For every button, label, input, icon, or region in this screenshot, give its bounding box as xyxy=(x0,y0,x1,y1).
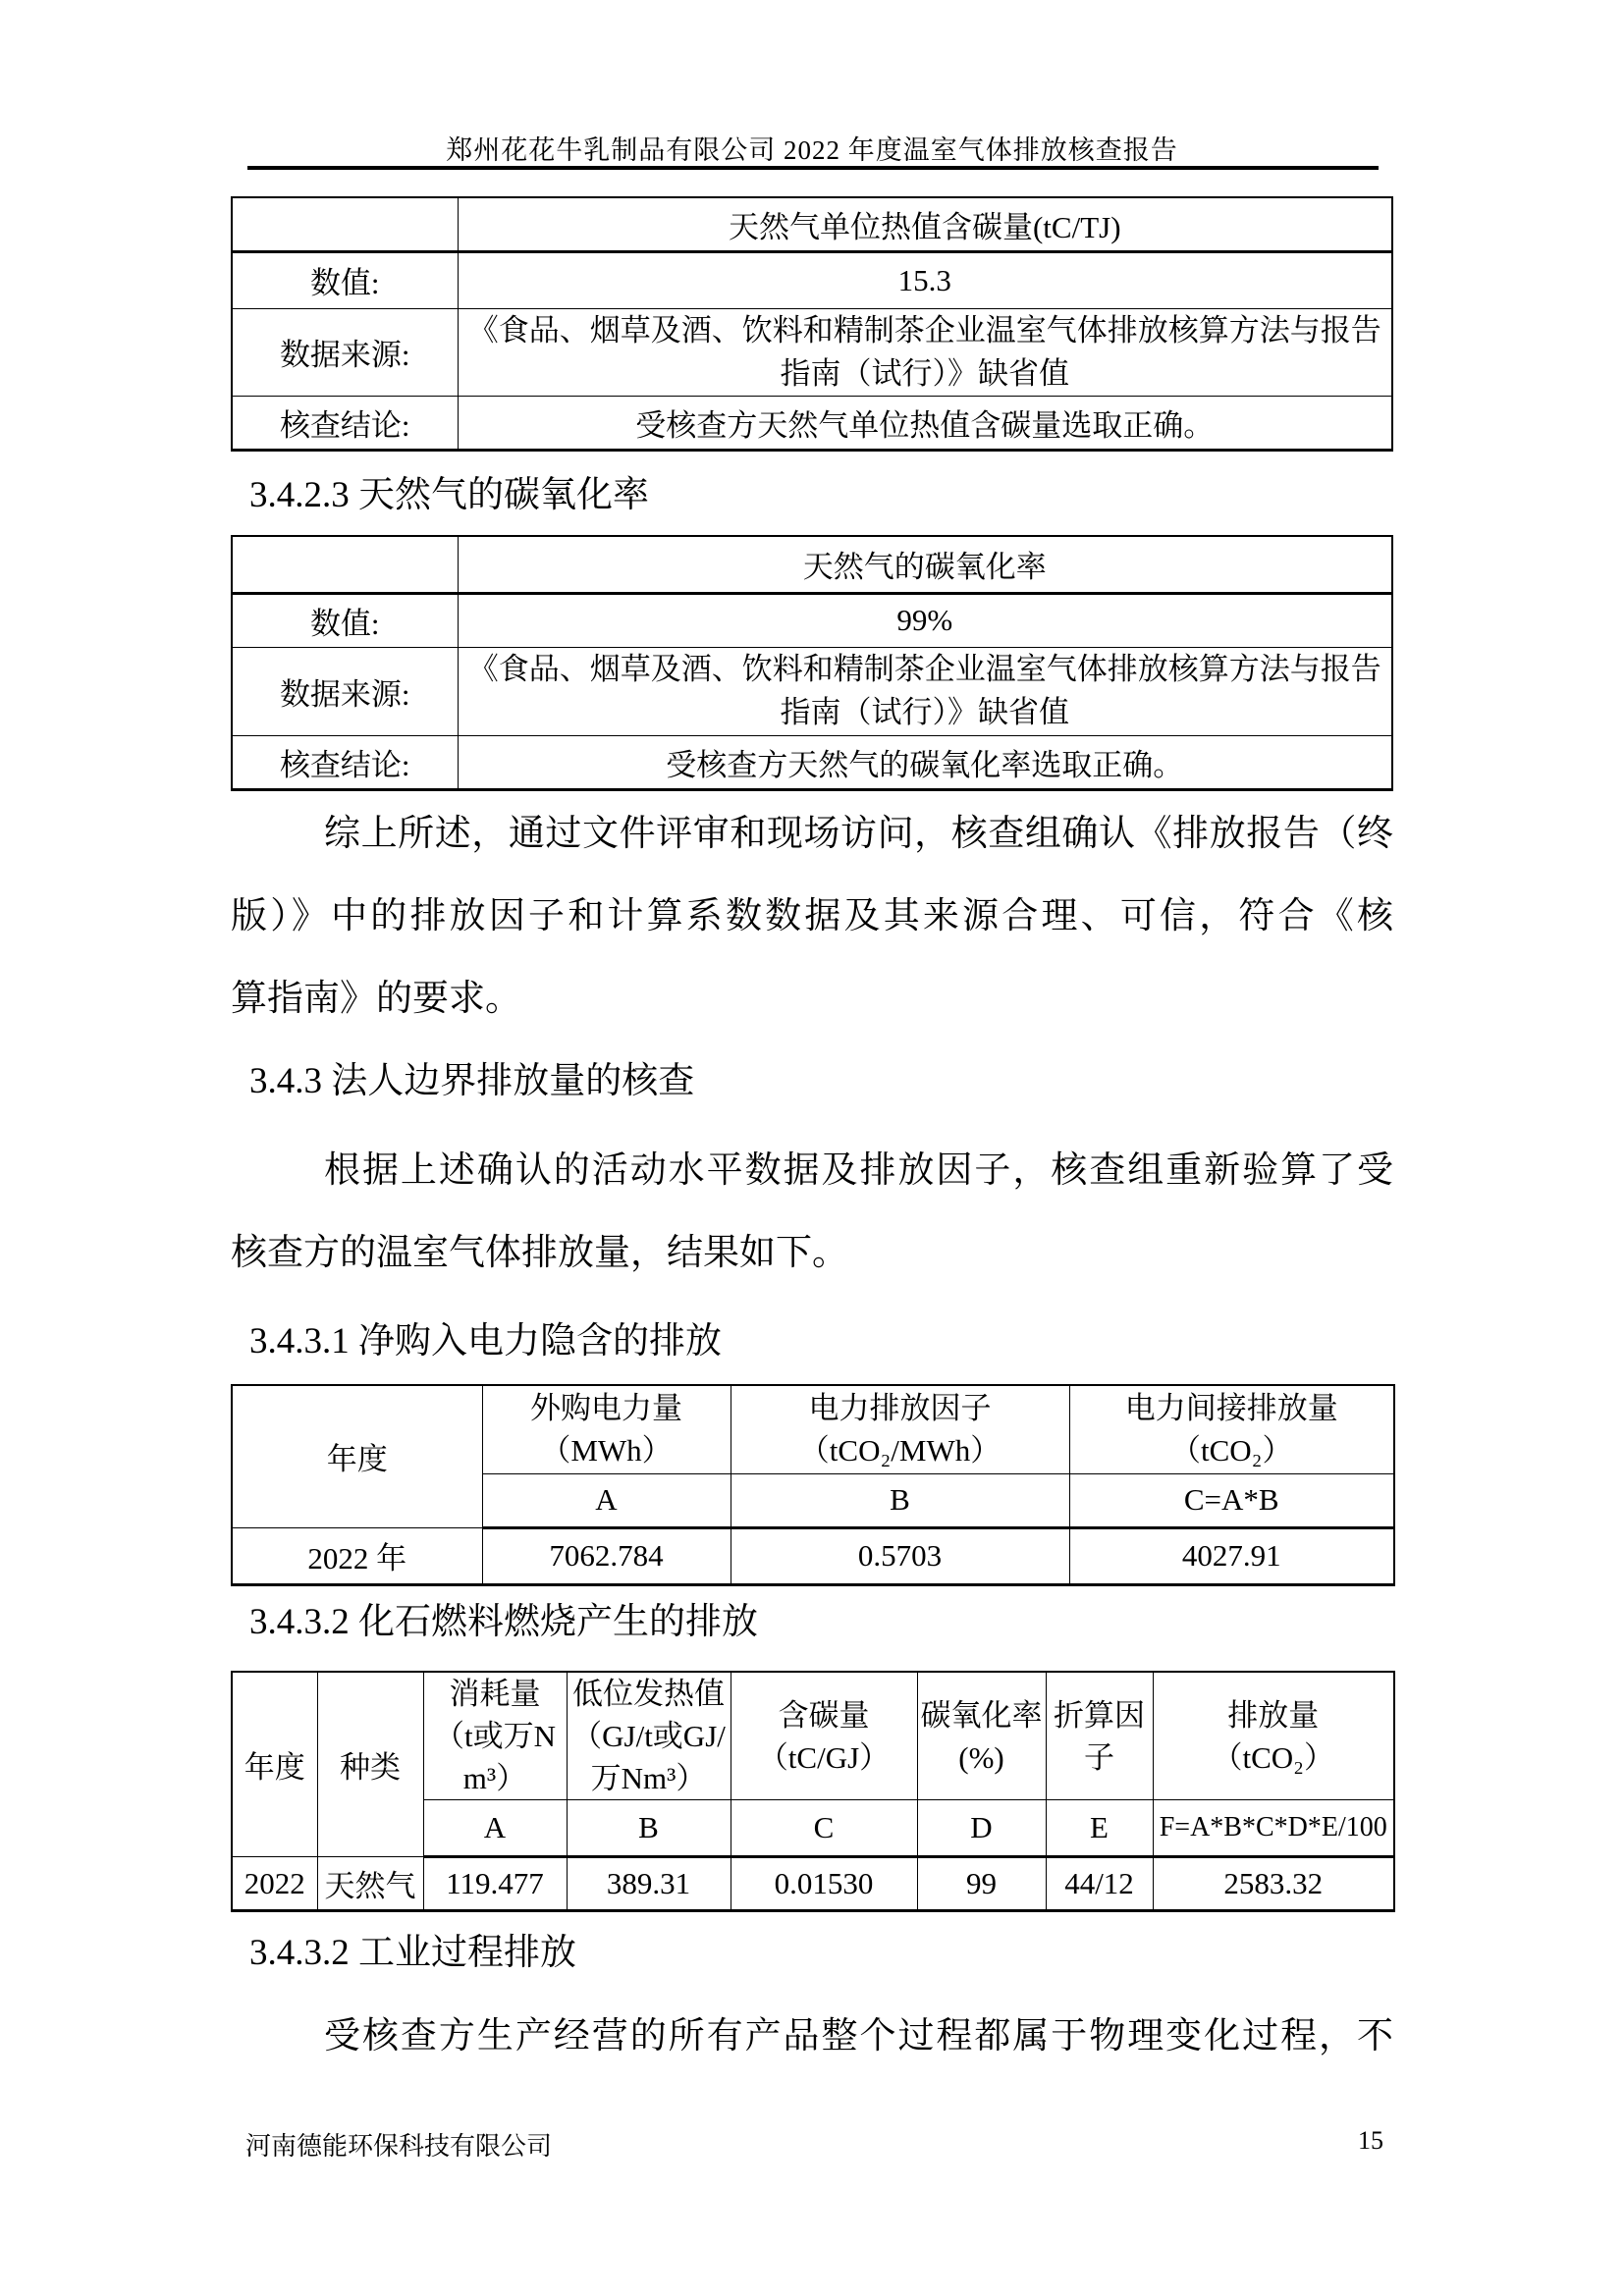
col-title: 含碳量 xyxy=(778,1697,870,1733)
paragraph-line: 受核查方生产经营的所有产品整个过程都属于物理变化过程，不 xyxy=(324,2016,1393,2056)
paragraph-line: 算指南》的要求。 xyxy=(231,979,521,1019)
cell-ncv-value: 15.3 xyxy=(458,251,1392,308)
row-label-conclusion: 核查结论: xyxy=(232,735,458,789)
col-header-indirect-emissions xyxy=(1069,1385,1394,1473)
col-unit: （MWh） xyxy=(540,1433,673,1468)
paragraph-line: 核查方的温室气体排放量，结果如下。 xyxy=(231,1233,848,1273)
cell-ncv-data-source: 《食品、烟草及酒、饮料和精制茶企业温室气体排放核算方法与报告指南（试行）》缺省值 xyxy=(458,308,1392,396)
paragraph-line: 版）》中的排放因子和计算系数数据及其来源合理、可信，符合《核 xyxy=(231,896,1393,936)
cell-oxidation-value: 99% xyxy=(458,593,1392,647)
cell-conversion-factor: 44/12 xyxy=(1046,1857,1153,1911)
section-heading-boundary-emissions: 3.4.3 法人边界排放量的核查 xyxy=(249,1061,695,1101)
section-heading-electricity-emissions: 3.4.3.1 净购入电力隐含的排放 xyxy=(249,1321,722,1362)
paragraph-line: 综上所述，通过文件评审和现场访问，核查组确认《排放报告（终 xyxy=(324,814,1393,854)
cell-year: 2022 年 xyxy=(232,1527,482,1584)
table-row xyxy=(232,1857,1394,1911)
page-footer xyxy=(231,2126,1393,2163)
cell-fuel-type: 天然气 xyxy=(317,1857,423,1911)
cell-oxidation-conclusion: 受核查方天然气的碳氧化率选取正确。 xyxy=(458,735,1392,789)
col-title: 折算因子 xyxy=(1054,1697,1145,1775)
col-header-calorific-value xyxy=(567,1672,731,1800)
cell-emissions: 2583.32 xyxy=(1153,1857,1394,1911)
row-label-conclusion: 核查结论: xyxy=(232,396,458,450)
section-heading-fossil-fuel-emissions: 3.4.3.2 化石燃料燃烧产生的排放 xyxy=(249,1602,758,1642)
cell-ncv-conclusion: 受核查方天然气单位热值含碳量选取正确。 xyxy=(458,396,1392,450)
col-title: 消耗量 xyxy=(449,1677,541,1711)
col-unit: （t或万Nm³） xyxy=(434,1719,556,1795)
col-header-purchased-electricity xyxy=(482,1385,731,1473)
table-oxidation-header-cell: 天然气的碳氧化率 xyxy=(458,536,1392,593)
col-header-carbon-content xyxy=(731,1672,917,1800)
row-label-value: 数值: xyxy=(232,251,458,308)
col-header-oxidation-rate xyxy=(917,1672,1046,1800)
col-header-year: 年度 xyxy=(232,1672,317,1857)
col-title: 低位发热值 xyxy=(572,1677,725,1711)
col-unit: （tCO₂） xyxy=(1212,1739,1334,1775)
table-row xyxy=(232,1527,1394,1584)
col-title: 碳氧化率 xyxy=(920,1697,1043,1733)
col-title: 电力排放因子 xyxy=(808,1391,992,1426)
col-code-c: C=A*B xyxy=(1069,1473,1394,1527)
table-oxidation-rate xyxy=(231,535,1393,791)
table-ncv-carbon-content xyxy=(231,196,1393,452)
col-code-f: F=A*B*C*D*E/100 xyxy=(1153,1800,1394,1857)
col-title: 电力间接排放量 xyxy=(1124,1391,1338,1426)
col-title: 排放量 xyxy=(1227,1697,1320,1733)
cell-calorific-value: 389.31 xyxy=(567,1857,731,1911)
row-label-value: 数值: xyxy=(232,593,458,647)
col-header-consumption xyxy=(423,1672,567,1800)
col-header-year: 年度 xyxy=(232,1385,482,1527)
table-corner-cell xyxy=(232,197,458,251)
col-header-emission-factor xyxy=(731,1385,1069,1473)
col-code-d: D xyxy=(917,1800,1046,1857)
cell-oxidation-data-source: 《食品、烟草及酒、饮料和精制茶企业温室气体排放核算方法与报告指南（试行）》缺省值 xyxy=(458,647,1392,735)
table-fossil-fuel-emissions xyxy=(231,1671,1395,1912)
col-code-e: E xyxy=(1046,1800,1153,1857)
cell-purchased-electricity: 7062.784 xyxy=(482,1527,731,1584)
col-code-c: C xyxy=(731,1800,917,1857)
col-code-b: B xyxy=(567,1800,731,1857)
footer-company: 河南德能环保科技有限公司 xyxy=(245,2132,553,2161)
col-code-a: A xyxy=(423,1800,567,1857)
col-header-emissions xyxy=(1153,1672,1394,1800)
summary-paragraph xyxy=(231,793,1393,1041)
cell-year: 2022 xyxy=(232,1857,317,1911)
cell-carbon-content: 0.01530 xyxy=(731,1857,917,1911)
table-ncv-header-cell: 天然气单位热值含碳量(tC/TJ) xyxy=(458,197,1392,251)
col-code-b: B xyxy=(731,1473,1069,1527)
col-unit: （GJ/t或GJ/万Nm³） xyxy=(571,1719,726,1795)
col-header-conversion-factor xyxy=(1046,1672,1153,1800)
col-code-a: A xyxy=(482,1473,731,1527)
col-unit: （tCO₂） xyxy=(1170,1433,1293,1468)
boundary-paragraph xyxy=(231,1130,1393,1295)
row-label-data-source: 数据来源: xyxy=(232,308,458,396)
col-unit: （tC/GJ） xyxy=(757,1739,891,1775)
cell-consumption: 119.477 xyxy=(423,1857,567,1911)
col-header-fuel-type: 种类 xyxy=(317,1672,423,1857)
paragraph-line: 根据上述确认的活动水平数据及排放因子，核查组重新验算了受 xyxy=(324,1150,1393,1191)
footer-page-number: 15 xyxy=(1358,2126,1383,2155)
process-paragraph xyxy=(231,1996,1393,2078)
row-label-data-source: 数据来源: xyxy=(232,647,458,735)
col-title: 外购电力量 xyxy=(530,1391,682,1426)
table-corner-cell xyxy=(232,536,458,593)
col-unit: （tCO₂/MWh） xyxy=(798,1433,1001,1468)
section-heading-industrial-process: 3.4.3.2 工业过程排放 xyxy=(249,1933,576,1973)
section-heading-oxidation-rate: 3.4.2.3 天然气的碳氧化率 xyxy=(249,475,649,515)
page-header-title: 郑州花花牛乳制品有限公司 2022 年度温室气体排放核查报告 xyxy=(446,135,1178,165)
header-rule xyxy=(247,166,1379,170)
cell-indirect-emissions: 4027.91 xyxy=(1069,1527,1394,1584)
cell-oxidation-rate: 99 xyxy=(917,1857,1046,1911)
table-electricity-emissions xyxy=(231,1384,1395,1586)
col-unit: (%) xyxy=(958,1739,1004,1775)
cell-emission-factor: 0.5703 xyxy=(731,1527,1069,1584)
